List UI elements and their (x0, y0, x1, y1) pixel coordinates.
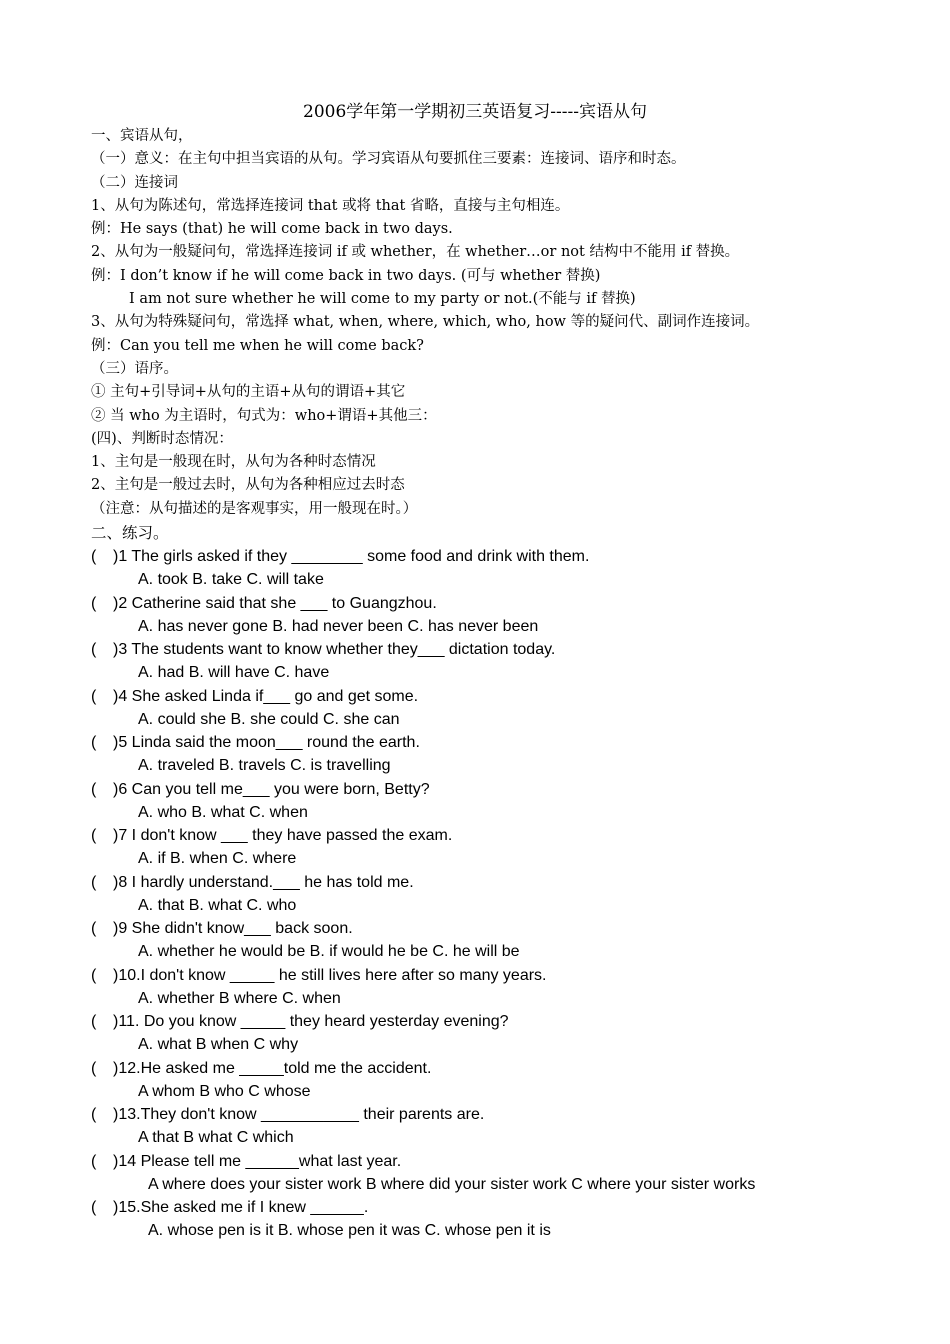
note-line: 3、从句为特殊疑问句，常选择 what, when, where, which, who, how 等的疑问代、副词作连接词。 (91, 314, 760, 331)
question-options: A where does your sister work B where did your sister work C where your sister works (148, 1175, 756, 1193)
question-item (91, 917, 931, 940)
question-item (91, 1057, 931, 1080)
question-text: )5 Linda said the moon___ round the earth. (113, 734, 420, 751)
answer-blank: ( (91, 966, 97, 984)
note-line: (四)、判断时态情况： (91, 430, 233, 447)
question-item (91, 1103, 931, 1126)
note-line: （三）语序。 (91, 360, 178, 377)
question-text: )9 She didn't know___ back soon. (113, 920, 353, 937)
answer-blank: ( (91, 780, 97, 798)
question-item (91, 1150, 931, 1173)
exercise-list (91, 545, 931, 1243)
question-item (91, 778, 931, 801)
answer-blank: ( (91, 641, 97, 658)
question-options: A. who B. what C. when (138, 803, 308, 821)
question-text: )4 She asked Linda if___ go and get some. (113, 687, 419, 705)
question-options: A that B what C which (138, 1129, 294, 1147)
question-options: A. had B. will have C. have (138, 664, 330, 682)
note-line: ② 当 who 为主语时，句式为：who+谓语+其他三： (91, 407, 437, 424)
question-text: )7 I don't know ___ they have passed the exam. (113, 827, 453, 844)
question-options: A. traveled B. travels C. is travelling (138, 757, 391, 775)
question-item (91, 638, 931, 661)
question-item (91, 1010, 931, 1033)
answer-blank: ( (91, 873, 97, 891)
question-item (91, 685, 931, 708)
question-text: )3 The students want to know whether they___ dictation today. (113, 641, 556, 658)
question-item (91, 871, 931, 894)
question-options: A. whether B where C. when (138, 989, 341, 1007)
question-text: )12.He asked me _____told me the accident. (113, 1059, 432, 1077)
note-line: 一、宾语从句， (91, 128, 193, 144)
question-text: )6 Can you tell me___ you were born, Betty? (113, 780, 430, 798)
question-text: )10.I don't know _____ he still lives here after so many years. (113, 966, 547, 984)
question-options: A whom B who C whose (138, 1082, 311, 1100)
answer-blank: ( (91, 1059, 97, 1077)
answer-blank: ( (91, 548, 97, 565)
answer-blank: ( (91, 920, 97, 937)
question-item (91, 1196, 931, 1219)
note-line: 例：Can you tell me when he will come back? (91, 337, 424, 354)
note-line: 2、主句是一般过去时，从句为各种相应过去时态 (91, 477, 405, 494)
question-options: A. that B. what C. who (138, 896, 297, 914)
question-options: A. whose pen is it B. whose pen it was C. whose pen it is (148, 1222, 551, 1240)
note-line: 1、从句为陈述句，常选择连接词 that 或将 that 省略，直接与主句相连。 (91, 197, 570, 214)
question-options: A. if B. when C. where (138, 850, 297, 868)
note-line: 2、从句为一般疑问句，常选择连接词 if 或 whether，在 whether…or not 结构中不能用 if 替换。 (91, 244, 740, 261)
question-item (91, 824, 931, 847)
question-options: A. could she B. she could C. she can (138, 710, 400, 728)
answer-blank: ( (91, 827, 97, 844)
question-text: )15.She asked me if I knew ______. (113, 1199, 369, 1216)
note-line: I am not sure whether he will come to my party or not.(不能与 if 替换) (129, 291, 636, 308)
section-heading-exercises: 二、练习。 (91, 524, 169, 542)
note-line: 1、主句是一般现在时，从句为各种时态情况 (91, 454, 376, 471)
question-text: )13.They don't know ___________ their parents are. (113, 1106, 485, 1123)
note-line: （二）连接词 (91, 174, 178, 191)
answer-blank: ( (91, 1199, 97, 1216)
question-text: )11. Do you know _____ they heard yesterday evening? (113, 1013, 509, 1030)
note-line: 例：He says (that) he will come back in two days. (91, 221, 453, 238)
question-options: A. took B. take C. will take (138, 571, 324, 589)
note-line: （一）意义：在主句中担当宾语的从句。学习宾语从句要抓住三要素：连接词、语序和时态。 (91, 151, 686, 168)
note-line: 例：I don’t know if he will come back in two days. (可与 whether 替换) (91, 267, 601, 284)
answer-blank: ( (91, 1152, 97, 1170)
note-line: ① 主句+引导词+从句的主语+从句的谓语+其它 (91, 384, 406, 401)
grammar-notes (91, 125, 931, 521)
question-text: )1 The girls asked if they ________ some food and drink with them. (113, 548, 590, 565)
question-options: A. what B when C why (138, 1036, 299, 1054)
answer-blank: ( (91, 734, 97, 751)
answer-blank: ( (91, 594, 97, 612)
answer-blank: ( (91, 1013, 97, 1030)
note-line: （注意：从句描述的是客观事实，用一般现在时。） (91, 500, 418, 517)
question-options: A. has never gone B. had never been C. has never been (138, 617, 539, 635)
question-item (91, 731, 931, 754)
question-item (91, 545, 931, 568)
question-item (91, 964, 931, 987)
document-title: 2006学年第一学期初三英语复习-----宾语从句 (303, 102, 647, 122)
answer-blank: ( (91, 1106, 97, 1123)
answer-blank: ( (91, 687, 97, 705)
question-text: )8 I hardly understand.___ he has told me. (113, 873, 414, 891)
question-item (91, 592, 931, 615)
question-options: A. whether he would be B. if would he be C. he will be (138, 943, 520, 961)
question-text: )14 Please tell me ______what last year. (113, 1152, 402, 1170)
question-text: )2 Catherine said that she ___ to Guangzhou. (113, 594, 437, 612)
